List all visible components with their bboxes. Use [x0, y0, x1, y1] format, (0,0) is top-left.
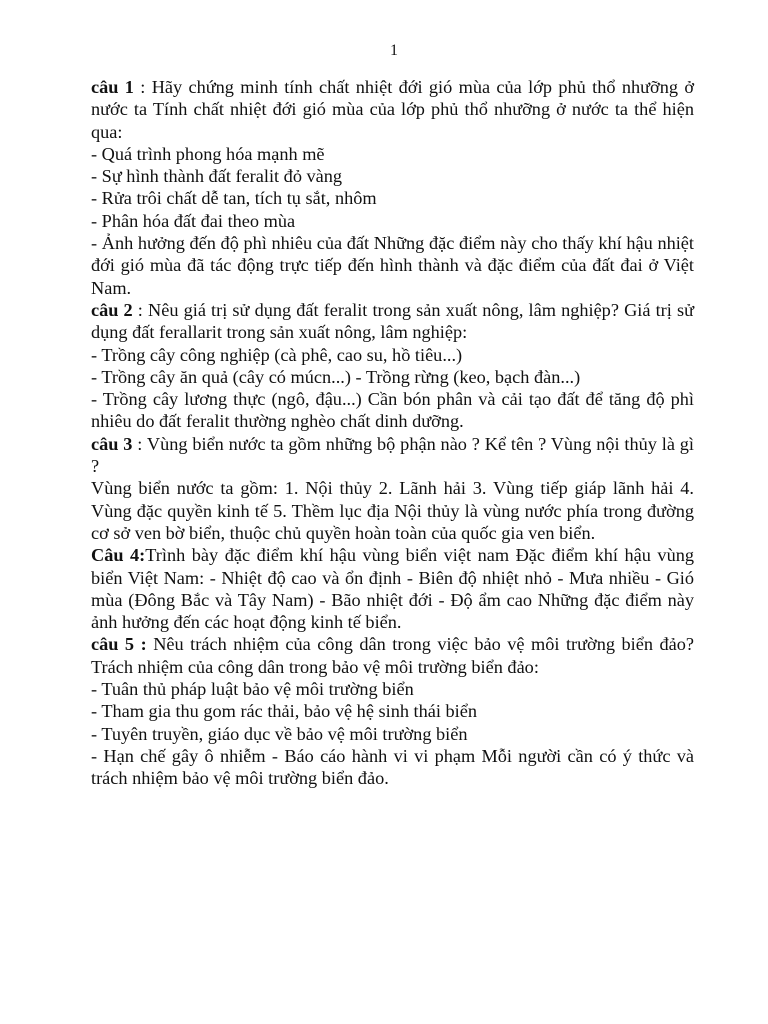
- question-2-conclusion: - Trồng cây lương thực (ngô, đậu...) Cần bón phân và cải tạo đất để tăng độ phì nhiêu do đất feralit thường nghèo chất dinh dưỡng.: [91, 389, 694, 432]
- question-3-label: câu 3: [91, 433, 133, 454]
- page-number: 1: [390, 42, 398, 59]
- question-2-heading: [91, 299, 694, 344]
- question-4-heading: [91, 544, 694, 633]
- question-1-conclusion: - Ảnh hưởng đến độ phì nhiêu của đất Những đặc điểm này cho thấy khí hậu nhiệt đới gió mùa đã tác động trực tiếp đến hình thành và đặc điểm của đất đai ở Việt Nam.: [91, 233, 694, 298]
- document-body: [91, 76, 694, 790]
- question-3-heading: [91, 433, 694, 478]
- question-4-text: Trình bày đặc điểm khí hậu vùng biển việt nam Đặc điểm khí hậu vùng biển Việt Nam: - Nhiệt độ cao và ổn định - Biên độ nhiệt nhỏ - Mưa nhiều - Gió mùa (Đông Bắc và Tây Nam) - Bão nhiệt đới - Độ ẩm cao Những đặc điểm này ảnh hưởng đến các hoạt động kinh tế biển.: [91, 545, 694, 633]
- question-5-point-3: - Tuyên truyền, giáo dục về bảo vệ môi trường biển: [91, 723, 468, 744]
- question-1-text: Hãy chứng minh tính chất nhiệt đới gió mùa của lớp phủ thổ nhưỡng ở nước ta Tính chất nhiệt đới gió mùa của lớp phủ thổ nhưỡng ở nước ta thể hiện qua:: [91, 77, 694, 142]
- question-1-point-3: - Rửa trôi chất dễ tan, tích tụ sắt, nhôm: [91, 188, 377, 209]
- question-3-text: Vùng biển nước ta gồm những bộ phận nào ? Kể tên ? Vùng nội thủy là gì ?: [91, 433, 695, 477]
- question-5-point-1: - Tuân thủ pháp luật bảo vệ môi trường biển: [91, 679, 414, 700]
- question-2-label: câu 2: [91, 299, 133, 320]
- question-2-point-2: - Trồng cây ăn quả (cây có múcn...) - Trồng rừng (keo, bạch đàn...): [91, 366, 581, 387]
- question-3-answer: Vùng biển nước ta gồm: 1. Nội thủy 2. Lãnh hải 3. Vùng tiếp giáp lãnh hải 4. Vùng đặc quyền kinh tế 5. Thềm lục địa Nội thủy là vùng nước phía trong đường cơ sở ven bờ biển, thuộc chủ quyền hoàn toàn của quốc gia ven biển.: [91, 478, 694, 543]
- question-1-label: câu 1: [91, 77, 134, 97]
- question-4-label: Câu 4:: [91, 545, 146, 566]
- question-5-label: câu 5 :: [91, 634, 147, 655]
- question-1-point-2: - Sự hình thành đất feralit đỏ vàng: [91, 166, 343, 187]
- question-2-separator: :: [132, 299, 149, 320]
- question-1-heading: [91, 76, 694, 143]
- question-2-text: Nêu giá trị sử dụng đất feralit trong sản xuất nông, lâm nghiệp? Giá trị sử dụng đất ferallarit trong sản xuất nông, lâm nghiệp:: [91, 299, 694, 343]
- question-1-point-1: - Quá trình phong hóa mạnh mẽ: [91, 143, 325, 164]
- question-5-point-2: - Tham gia thu gom rác thải, bảo vệ hệ sinh thái biển: [91, 701, 478, 722]
- question-1-separator: :: [133, 77, 152, 97]
- question-5-text: Nêu trách nhiệm của công dân trong việc bảo vệ môi trường biển đảo? Trách nhiệm của công dân trong bảo vệ môi trường biển đảo:: [91, 634, 694, 677]
- question-5-heading: [91, 633, 694, 678]
- question-3-separator: :: [132, 433, 147, 454]
- question-5-conclusion: - Hạn chế gây ô nhiễm - Báo cáo hành vi vi phạm Mỗi người cần có ý thức và trách nhiệm bảo vệ môi trường biển đảo.: [91, 745, 694, 789]
- question-2-point-1: - Trồng cây công nghiệp (cà phê, cao su, hồ tiêu...): [91, 344, 463, 365]
- question-1-point-4: - Phân hóa đất đai theo mùa: [91, 210, 296, 231]
